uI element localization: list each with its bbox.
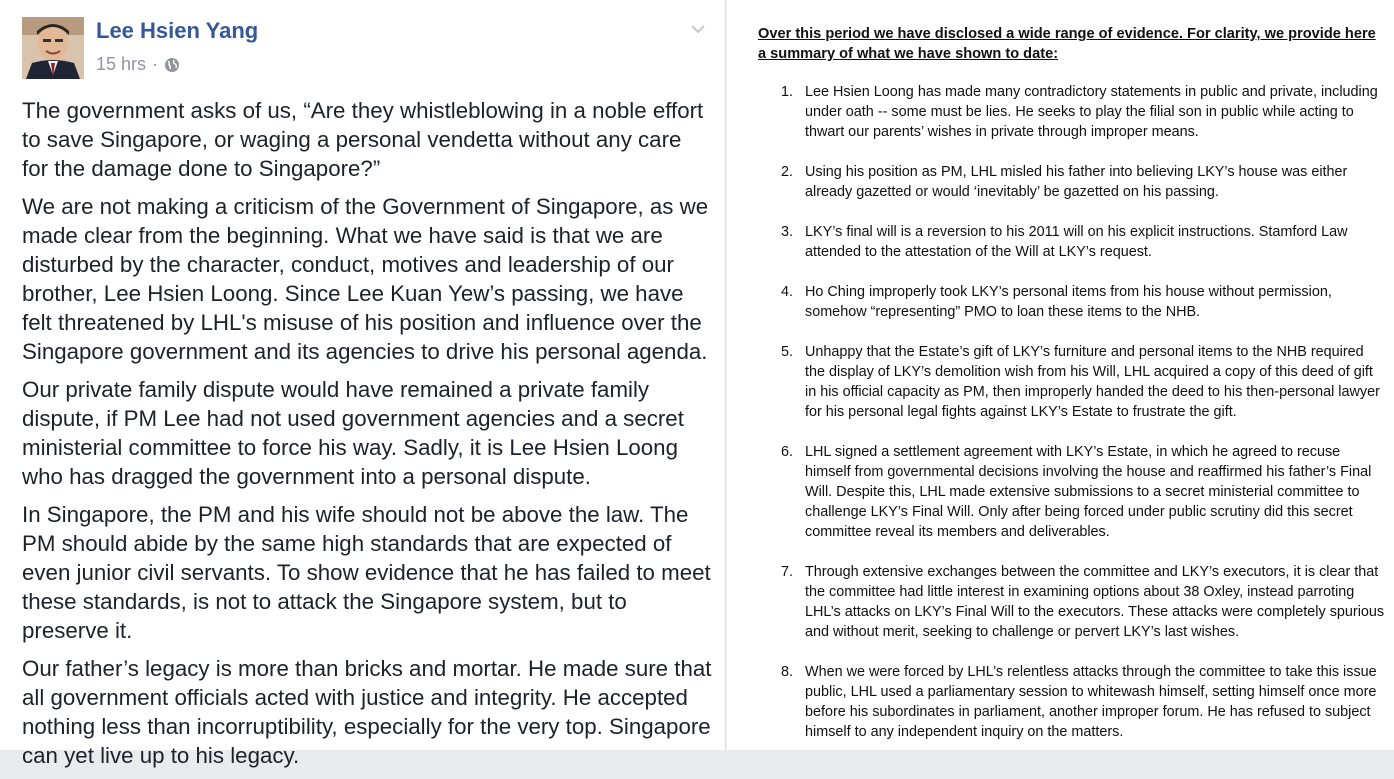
post-paragraph: We are not making a criticism of the Government of Singapore, as we made clear from the beginning. What we have said is that we are disturbed by the character, conduct, motives and leadership of our brother, Lee Hsien Loong. Since Lee Kuan Yew’s passing, we have felt threatened by LHL's misuse of his position and influence over the Singapore government and its agencies to drive his personal agenda. [22,194,709,364]
item-number: 7. [781,564,794,580]
item-text: When we were forced by LHL’s relentless attacks through the committee to take this issue public, LHL used a parliamentary session to whitewash himself, setting himself once more before his subordinates in parliament, another improper forum. He has refused to subject himself to any independent inquiry on the matters. [805,664,1377,740]
list-item [767,82,1385,142]
item-number: 2. [781,164,794,180]
post-meta [96,54,180,75]
item-number: 5. [781,344,794,360]
post-paragraph: Our private family dispute would have remained a private family dispute, if PM Lee had not used government agencies and a secret ministerial committee to force his way. Sadly, it is Lee Hsien Loong who has dragged the government into a personal dispute. [22,377,684,489]
post-paragraph: The government asks of us, “Are they whistleblowing in a noble effort to save Singapore, or waging a personal vendetta without any care for the damage done to Singapore?” [22,98,704,181]
author-name[interactable]: Lee Hsien Yang [96,18,259,43]
list-item [767,222,1385,262]
item-number: 4. [781,284,794,300]
item-text: Lee Hsien Loong has made many contradictory statements in public and private, including under oath -- some must be lies. He seeks to play the filial son in public while acting to thwart our parents’ wishes in private through improper means. [805,84,1378,140]
post-paragraph: In Singapore, the PM and his wife should not be above the law. The PM should abide by the same high standards that are expected of even junior civil servants. To show evidence that he has failed to meet these standards, is not to attack the Singapore system, but to preserve it. [22,502,711,643]
avatar[interactable] [22,17,84,79]
post-body [22,96,712,779]
item-number: 8. [781,664,794,680]
document-heading: Over this period we have disclosed a wide range of evidence. For clarity, we provide here a summary of what we have shown to date: [758,26,1376,62]
evidence-document [727,0,1394,750]
item-number: 1. [781,84,794,100]
item-text: Through extensive exchanges between the committee and LKY’s executors, it is clear that the committee had little interest in examining options about 38 Oxley, instead parroting LHL’s attacks on LKY’s Final Will to the executors. These attacks were completely spurious and without merit, seeking to challenge or pervert LKY’s last wishes. [805,564,1385,640]
list-item [767,162,1385,202]
list-item [767,662,1385,742]
chevron-down-icon[interactable] [690,22,706,34]
item-text: Using his position as PM, LHL misled his father into believing LKY’s house was either already gazetted or would ‘inevitably’ be gazetted on his passing. [805,164,1348,200]
list-item [767,342,1385,422]
item-text: LHL signed a settlement agreement with LKY’s Estate, in which he agreed to recuse himself from governmental decisions involving the house and reaffirmed his father’s Final Will. Despite this, LHL made extensive submissions to a secret ministerial committee to challenge LKY’s Final Will. Only after being forced under public scrutiny did this secret committee reveal its members and deliverables. [805,444,1372,540]
item-text: Unhappy that the Estate’s gift of LKY’s furniture and personal items to the NHB required the display of LKY’s demolition wish from his Will, LHL acquired a copy of this deed of gift in his official capacity as PM, then improperly handed the deed to his then-personal lawyer for his personal legal fights against LKY’s Estate to frustrate the gift. [805,344,1380,420]
list-item [767,282,1385,322]
item-number: 3. [781,224,794,240]
item-text: Ho Ching improperly took LKY’s personal items from his house without permission, somehow “representing” PMO to loan these items to the NHB. [805,284,1332,320]
item-number: 6. [781,444,794,460]
timestamp[interactable]: 15 hrs [96,54,147,74]
meta-separator: · [152,54,159,74]
list-item [767,442,1385,542]
post-paragraph: Our father’s legacy is more than bricks and mortar. He made sure that all government officials acted with justice and integrity. He accepted nothing less than incorruptibility, especially for the very top. Singapore can yet live up to his legacy. [22,656,712,768]
list-item [767,562,1385,642]
item-text: LKY’s final will is a reversion to his 2011 will on his explicit instructions. Stamford Law attended to the attestation of the Will at LKY’s request. [805,224,1348,260]
evidence-list [767,82,1385,762]
globe-icon[interactable] [164,57,180,73]
